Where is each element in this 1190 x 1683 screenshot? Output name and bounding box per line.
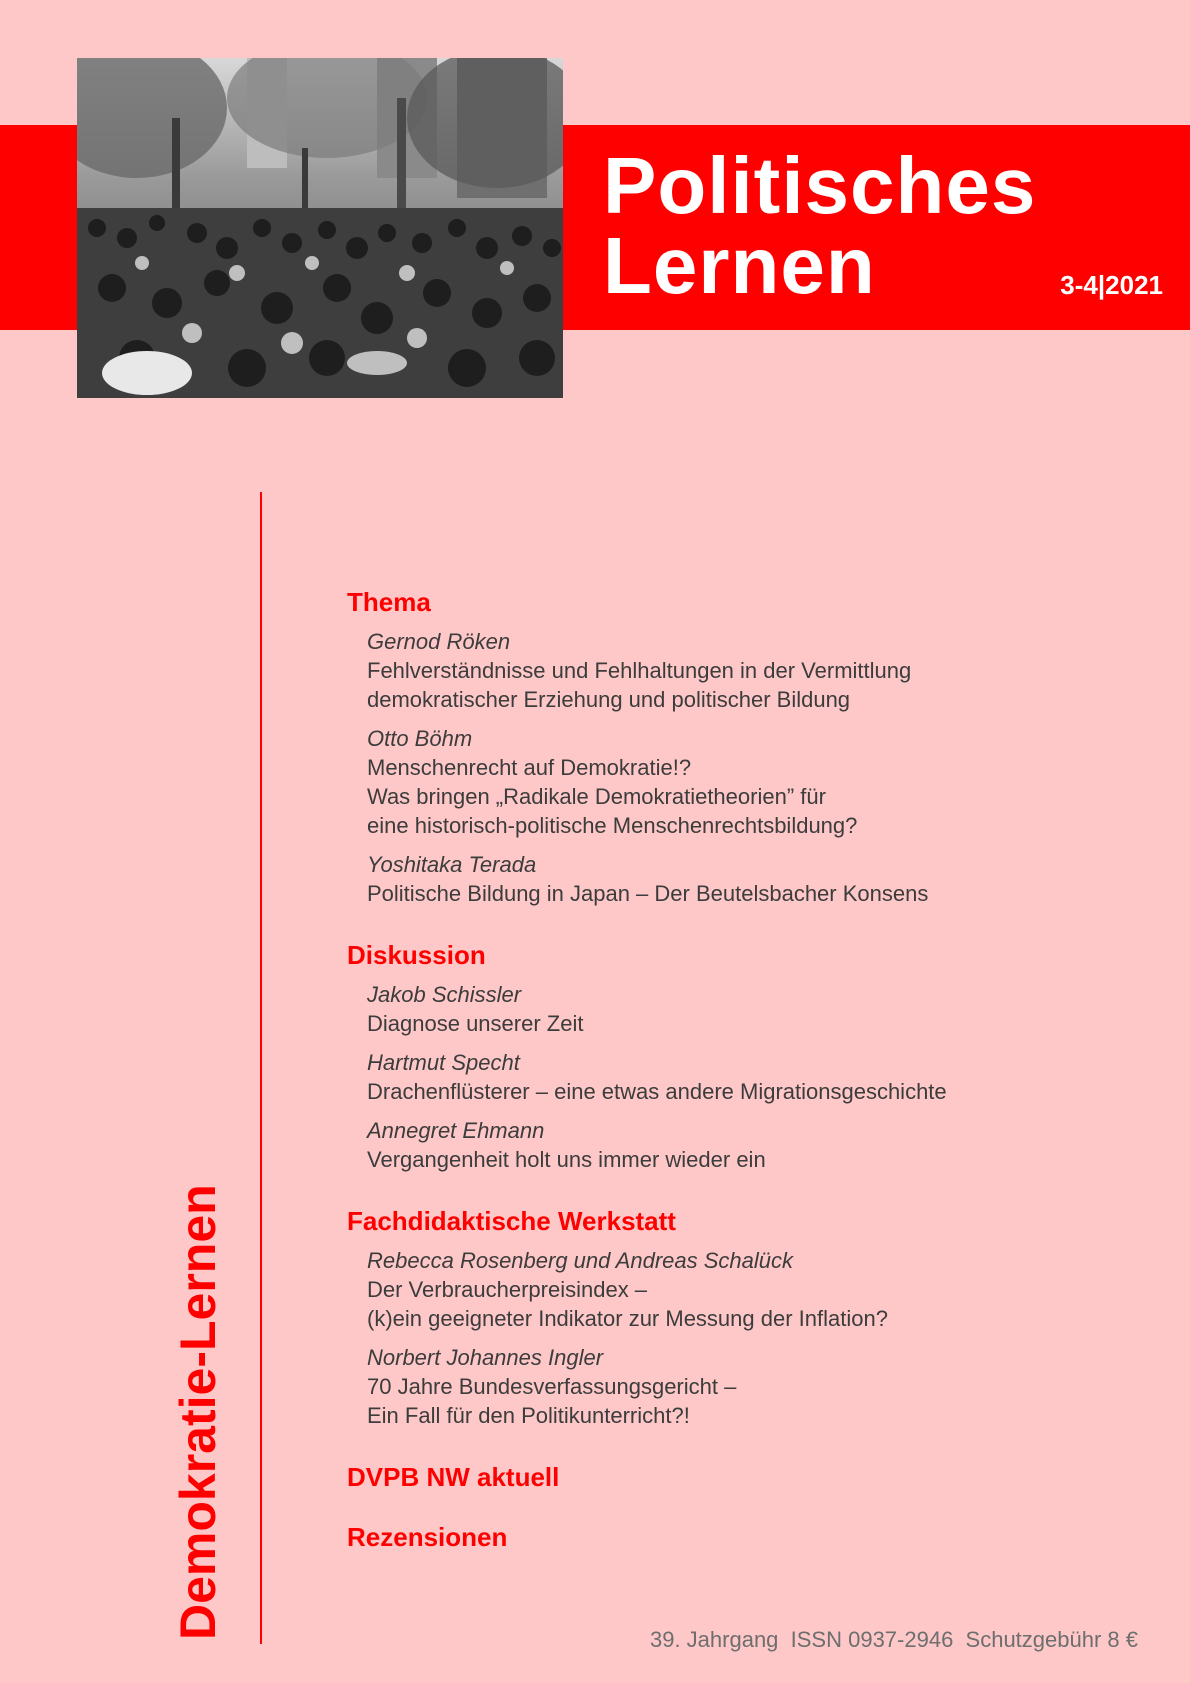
magazine-title [603, 141, 1037, 310]
toc-section-thema [347, 585, 1147, 908]
section-heading: Thema [347, 587, 431, 617]
entry-title-line: Vergangenheit holt uns immer wieder ein [367, 1147, 766, 1172]
entry-title-line: Was bringen „Radikale Demokratietheorien” für [367, 784, 826, 809]
table-of-contents [347, 585, 1147, 1580]
toc-entry [347, 980, 1147, 1038]
toc-entry [347, 1343, 1147, 1430]
entry-author: Hartmut Specht [367, 1050, 520, 1075]
toc-entry [347, 850, 1147, 908]
entry-author: Annegret Ehmann [367, 1118, 545, 1143]
entry-author: Yoshitaka Terada [367, 852, 537, 877]
toc-entry [347, 724, 1147, 840]
entry-title-line: Politische Bildung in Japan – Der Beutelsbacher Konsens [367, 881, 929, 906]
entry-title-line: demokratischer Erziehung und politischer Bildung [367, 687, 851, 712]
entry-title-line: Fehlverständnisse und Fehlhaltungen in der Vermittlung [367, 658, 912, 683]
entry-title-line: Diagnose unserer Zeit [367, 1011, 584, 1036]
section-heading: DVPB NW aktuell [347, 1462, 560, 1492]
entry-title-line: (k)ein geeigneter Indikator zur Messung der Inflation? [367, 1306, 888, 1331]
entry-title-line: eine historisch-politische Menschenrechtsbildung? [367, 813, 858, 838]
entry-title-line: Ein Fall für den Politikunterricht?! [367, 1403, 690, 1428]
entry-title-line: Drachenflüsterer – eine etwas andere Migrationsgeschichte [367, 1079, 947, 1104]
toc-section-diskussion [347, 938, 1147, 1174]
vertical-series-title: Demokratie-Lernen [170, 1184, 226, 1640]
toc-section-werkstatt [347, 1204, 1147, 1430]
cover-photo [77, 58, 563, 398]
vertical-divider [260, 492, 262, 1644]
section-heading: Rezensionen [347, 1522, 508, 1552]
footer-publication-info: 39. Jahrgang ISSN 0937-2946 Schutzgebühr 8 € [649, 1627, 1138, 1652]
entry-author: Rebecca Rosenberg und Andreas Schalück [367, 1248, 794, 1273]
entry-author: Otto Böhm [367, 726, 473, 751]
toc-entry [347, 1116, 1147, 1174]
entry-author: Norbert Johannes Ingler [367, 1345, 604, 1370]
toc-section-aktuell [347, 1460, 1147, 1494]
section-heading: Diskussion [347, 940, 486, 970]
entry-title-line: Der Verbraucherpreisindex – [367, 1277, 648, 1302]
toc-entry [347, 1048, 1147, 1106]
section-heading: Fachdidaktische Werkstatt [347, 1206, 676, 1236]
toc-section-rezensionen [347, 1520, 1147, 1554]
entry-author: Gernod Röken [367, 629, 511, 654]
issue-number: 3-4|2021 [1060, 270, 1163, 300]
entry-title-line: 70 Jahre Bundesverfassungsgericht – [367, 1374, 737, 1399]
magazine-title-line2: Lernen [603, 221, 876, 310]
toc-entry [347, 1246, 1147, 1333]
protest-crowd-photo-icon [77, 58, 563, 398]
entry-title-line: Menschenrecht auf Demokratie!? [367, 755, 692, 780]
magazine-title-line1: Politisches [603, 141, 1037, 230]
entry-author: Jakob Schissler [367, 982, 522, 1007]
toc-entry [347, 627, 1147, 714]
